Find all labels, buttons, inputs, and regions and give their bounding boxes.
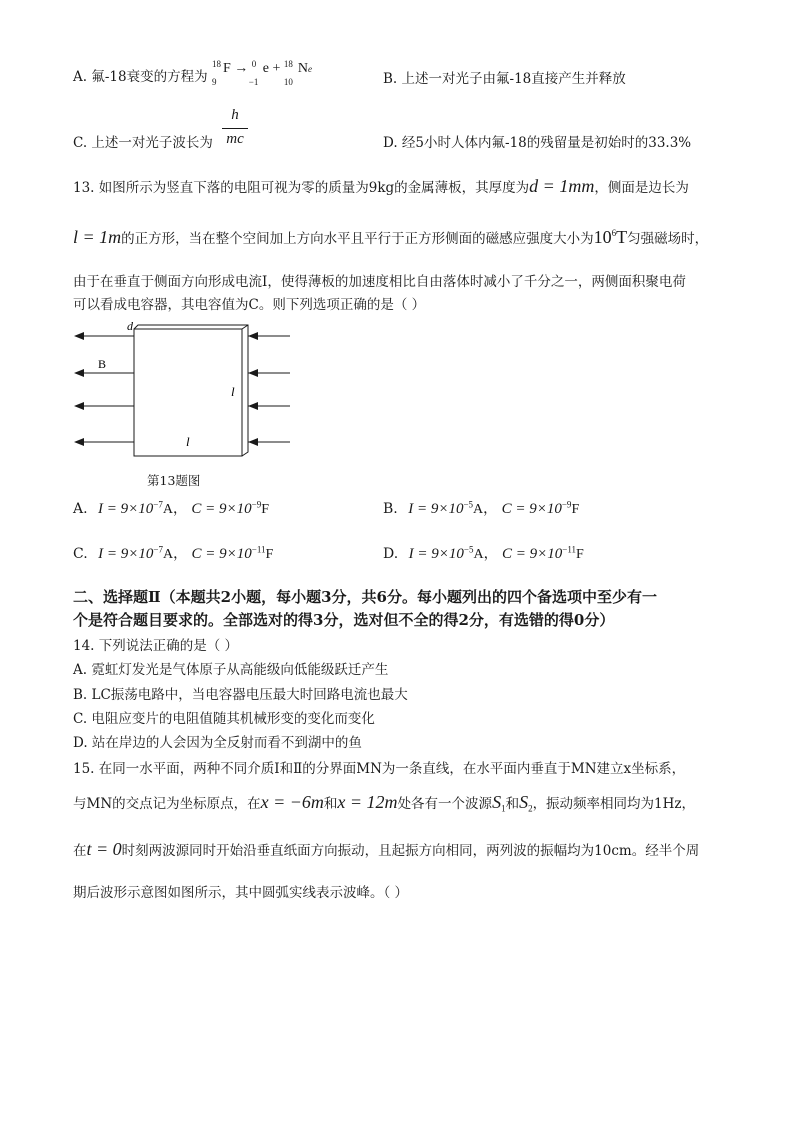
q14-option-d: D. 站在岸边的人会因为全反射而看不到湖中的鱼	[73, 735, 362, 751]
e-mass-number: 0	[251, 59, 257, 69]
field-base: 10	[593, 227, 612, 247]
q15-line-3	[73, 840, 699, 860]
f-mass-number: 18	[212, 59, 221, 69]
source-s2-subscript: 2	[528, 803, 533, 814]
arrowhead	[248, 369, 258, 377]
section-2-heading-line-1: 二、选择题Ⅱ（本题共2小题，每小题3分，共6分。每小题列出的四个备选项中至少有一	[73, 588, 657, 606]
current-value: I = 9×10	[408, 546, 464, 562]
q13-figure	[72, 320, 292, 470]
figure-label-l-side: l	[231, 384, 235, 399]
q14-option-c: C. 电阻应变片的电阻值随其机械形变的变化而变化	[73, 711, 375, 727]
q12-option-a-equation	[212, 59, 313, 87]
capacitance-unit: F	[261, 502, 270, 517]
capacitance-value: C = 9×10	[501, 501, 562, 517]
arrowhead	[74, 438, 84, 446]
q13-option-d	[383, 545, 584, 564]
q15-line-4: 期后波形示意图如图所示，其中圆弧实线表示波峰。（ ）	[73, 885, 409, 901]
q14-option-b: B. LC振荡电路中，当电容器电压最大时回路电流也最大	[73, 687, 408, 703]
option-letter: C.	[73, 546, 88, 562]
capacitance-value: C = 9×10	[502, 546, 563, 562]
figure-label-d: d	[127, 320, 133, 333]
conjunction: 和	[505, 796, 520, 812]
ne-subscript: e	[308, 64, 313, 74]
source-s1-subscript: 1	[501, 803, 506, 814]
source-2-position: x = 12m	[337, 792, 398, 812]
q12-option-a-label: A. 氟-18衰变的方程为	[73, 69, 208, 85]
f-atomic-number: 9	[212, 77, 217, 87]
q13-line-2-text: 的正方形，当在整个空间加上方向水平且平行于正方形侧面的磁感应强度大小为	[121, 231, 594, 247]
q13-line-2	[73, 228, 708, 248]
arrowhead	[74, 402, 84, 410]
time-zero-eq: t = 0	[86, 839, 122, 859]
e-charge-number: −1	[248, 77, 259, 87]
capacitance-exponent: −9	[561, 499, 572, 510]
source-1-position: x = −6m	[260, 792, 324, 812]
source-s1: S	[492, 792, 502, 812]
q14-option-a: A. 霓虹灯发光是气体原子从高能级向低能级跃迁产生	[73, 662, 389, 678]
option-letter: A.	[73, 501, 88, 517]
arrowhead	[248, 438, 258, 446]
f-symbol: F	[223, 61, 231, 76]
current-unit: A，	[473, 547, 498, 562]
q13-line-1	[73, 177, 689, 197]
option-letter: B.	[383, 501, 398, 517]
q13-line-1-tail: ，侧面是边长为	[594, 180, 689, 196]
q13-line-1-text: 13. 如图所示为竖直下落的电阻可视为零的质量为9kg的金属薄板，其厚度为	[73, 180, 530, 196]
capacitance-value: C = 9×10	[191, 501, 252, 517]
field-unit: T	[616, 227, 628, 247]
q15-line-3-tail: 时刻两波源同时开始沿垂直纸面方向振动，且起振方向相同，两列波的振幅均为10cm。经半个周	[121, 843, 700, 859]
e-symbol: e	[262, 61, 270, 76]
q13-line-2-tail: 匀强磁场时，	[627, 231, 709, 247]
arrowhead	[248, 332, 258, 340]
capacitance-value: C = 9×10	[191, 546, 252, 562]
field-exponent: 6	[611, 228, 617, 238]
current-value: I = 9×10	[408, 501, 464, 517]
ne-atomic-number: 10	[283, 77, 293, 87]
q15-line-2-text: 与MN的交点记为坐标原点，在	[73, 796, 261, 812]
capacitance-exponent: −11	[562, 544, 577, 555]
capacitance-unit: F	[265, 547, 274, 562]
option-letter: D.	[383, 546, 399, 562]
q13-field-strength	[594, 227, 628, 247]
capacitance-unit: F	[571, 502, 580, 517]
current-unit: A，	[162, 502, 187, 517]
q13-option-c	[73, 545, 273, 564]
q15-line-1: 15. 在同一水平面，两种不同介质Ⅰ和Ⅱ的分界面MN为一条直线，在水平面内垂直于MN建立x坐标系，	[73, 761, 686, 777]
current-exponent: −5	[463, 544, 474, 555]
current-unit: A，	[473, 502, 498, 517]
ne-symbol: N	[297, 61, 309, 76]
q15-line-3-text: 在	[73, 843, 87, 859]
plate-edge-corner	[242, 325, 248, 329]
source-s2: S	[519, 792, 529, 812]
q15-line-2-mid: 处各有一个波源	[397, 796, 493, 812]
q12-option-c-fraction	[218, 106, 252, 149]
q14-stem: 14. 下列说法正确的是（ ）	[73, 638, 239, 654]
arrowhead	[74, 332, 84, 340]
decay-arrow: →	[234, 61, 249, 76]
current-exponent: −5	[463, 499, 474, 510]
q15-line-2	[73, 793, 695, 813]
current-exponent: −7	[153, 499, 163, 510]
q13-line-4: 可以看成电容器，其电容值为C。则下列选项正确的是（ ）	[73, 297, 426, 313]
q12-option-a	[73, 68, 208, 86]
capacitance-unit: F	[576, 547, 584, 562]
q12-option-d: D. 经5小时人体内氟-18的残留量是初始时的33.3%	[383, 135, 692, 151]
capacitance-exponent: −11	[251, 544, 266, 555]
q13-option-b	[383, 500, 579, 519]
q13-side-length-eq: l = 1m	[73, 227, 122, 247]
current-value: I = 9×10	[98, 546, 154, 562]
figure-label-b: B	[98, 357, 107, 371]
figure-label-l-bottom: l	[186, 434, 190, 449]
fraction-numerator: h	[231, 107, 239, 123]
q13-line-3: 由于在垂直于侧面方向形成电流I，使得薄板的加速度相比自由落体时减小了千分之一，两侧面积聚电荷	[73, 274, 686, 290]
q12-option-c: C. 上述一对光子波长为	[73, 135, 213, 151]
q15-line-2-tail: ，振动频率相同均为1Hz，	[532, 796, 696, 812]
capacitance-exponent: −9	[251, 499, 262, 510]
current-exponent: −7	[153, 544, 163, 555]
plus-sign: +	[272, 61, 281, 76]
q13-thickness-eq: d = 1mm	[529, 176, 595, 196]
ne-mass-number: 18	[283, 59, 293, 69]
fraction-denominator: mc	[226, 131, 244, 147]
arrowhead	[74, 369, 84, 377]
conjunction: 和	[323, 796, 338, 812]
q13-figure-caption: 第13题图	[147, 473, 201, 488]
q13-option-a	[73, 500, 269, 519]
current-value: I = 9×10	[98, 501, 154, 517]
section-2-heading-line-2: 个是符合题目要求的。全部选对的得3分，选对但不全的得2分，有选错的得0分）	[73, 611, 615, 629]
arrowhead	[248, 402, 258, 410]
current-unit: A，	[162, 547, 188, 562]
q12-option-b: B. 上述一对光子由氟-18直接产生并释放	[383, 71, 626, 87]
